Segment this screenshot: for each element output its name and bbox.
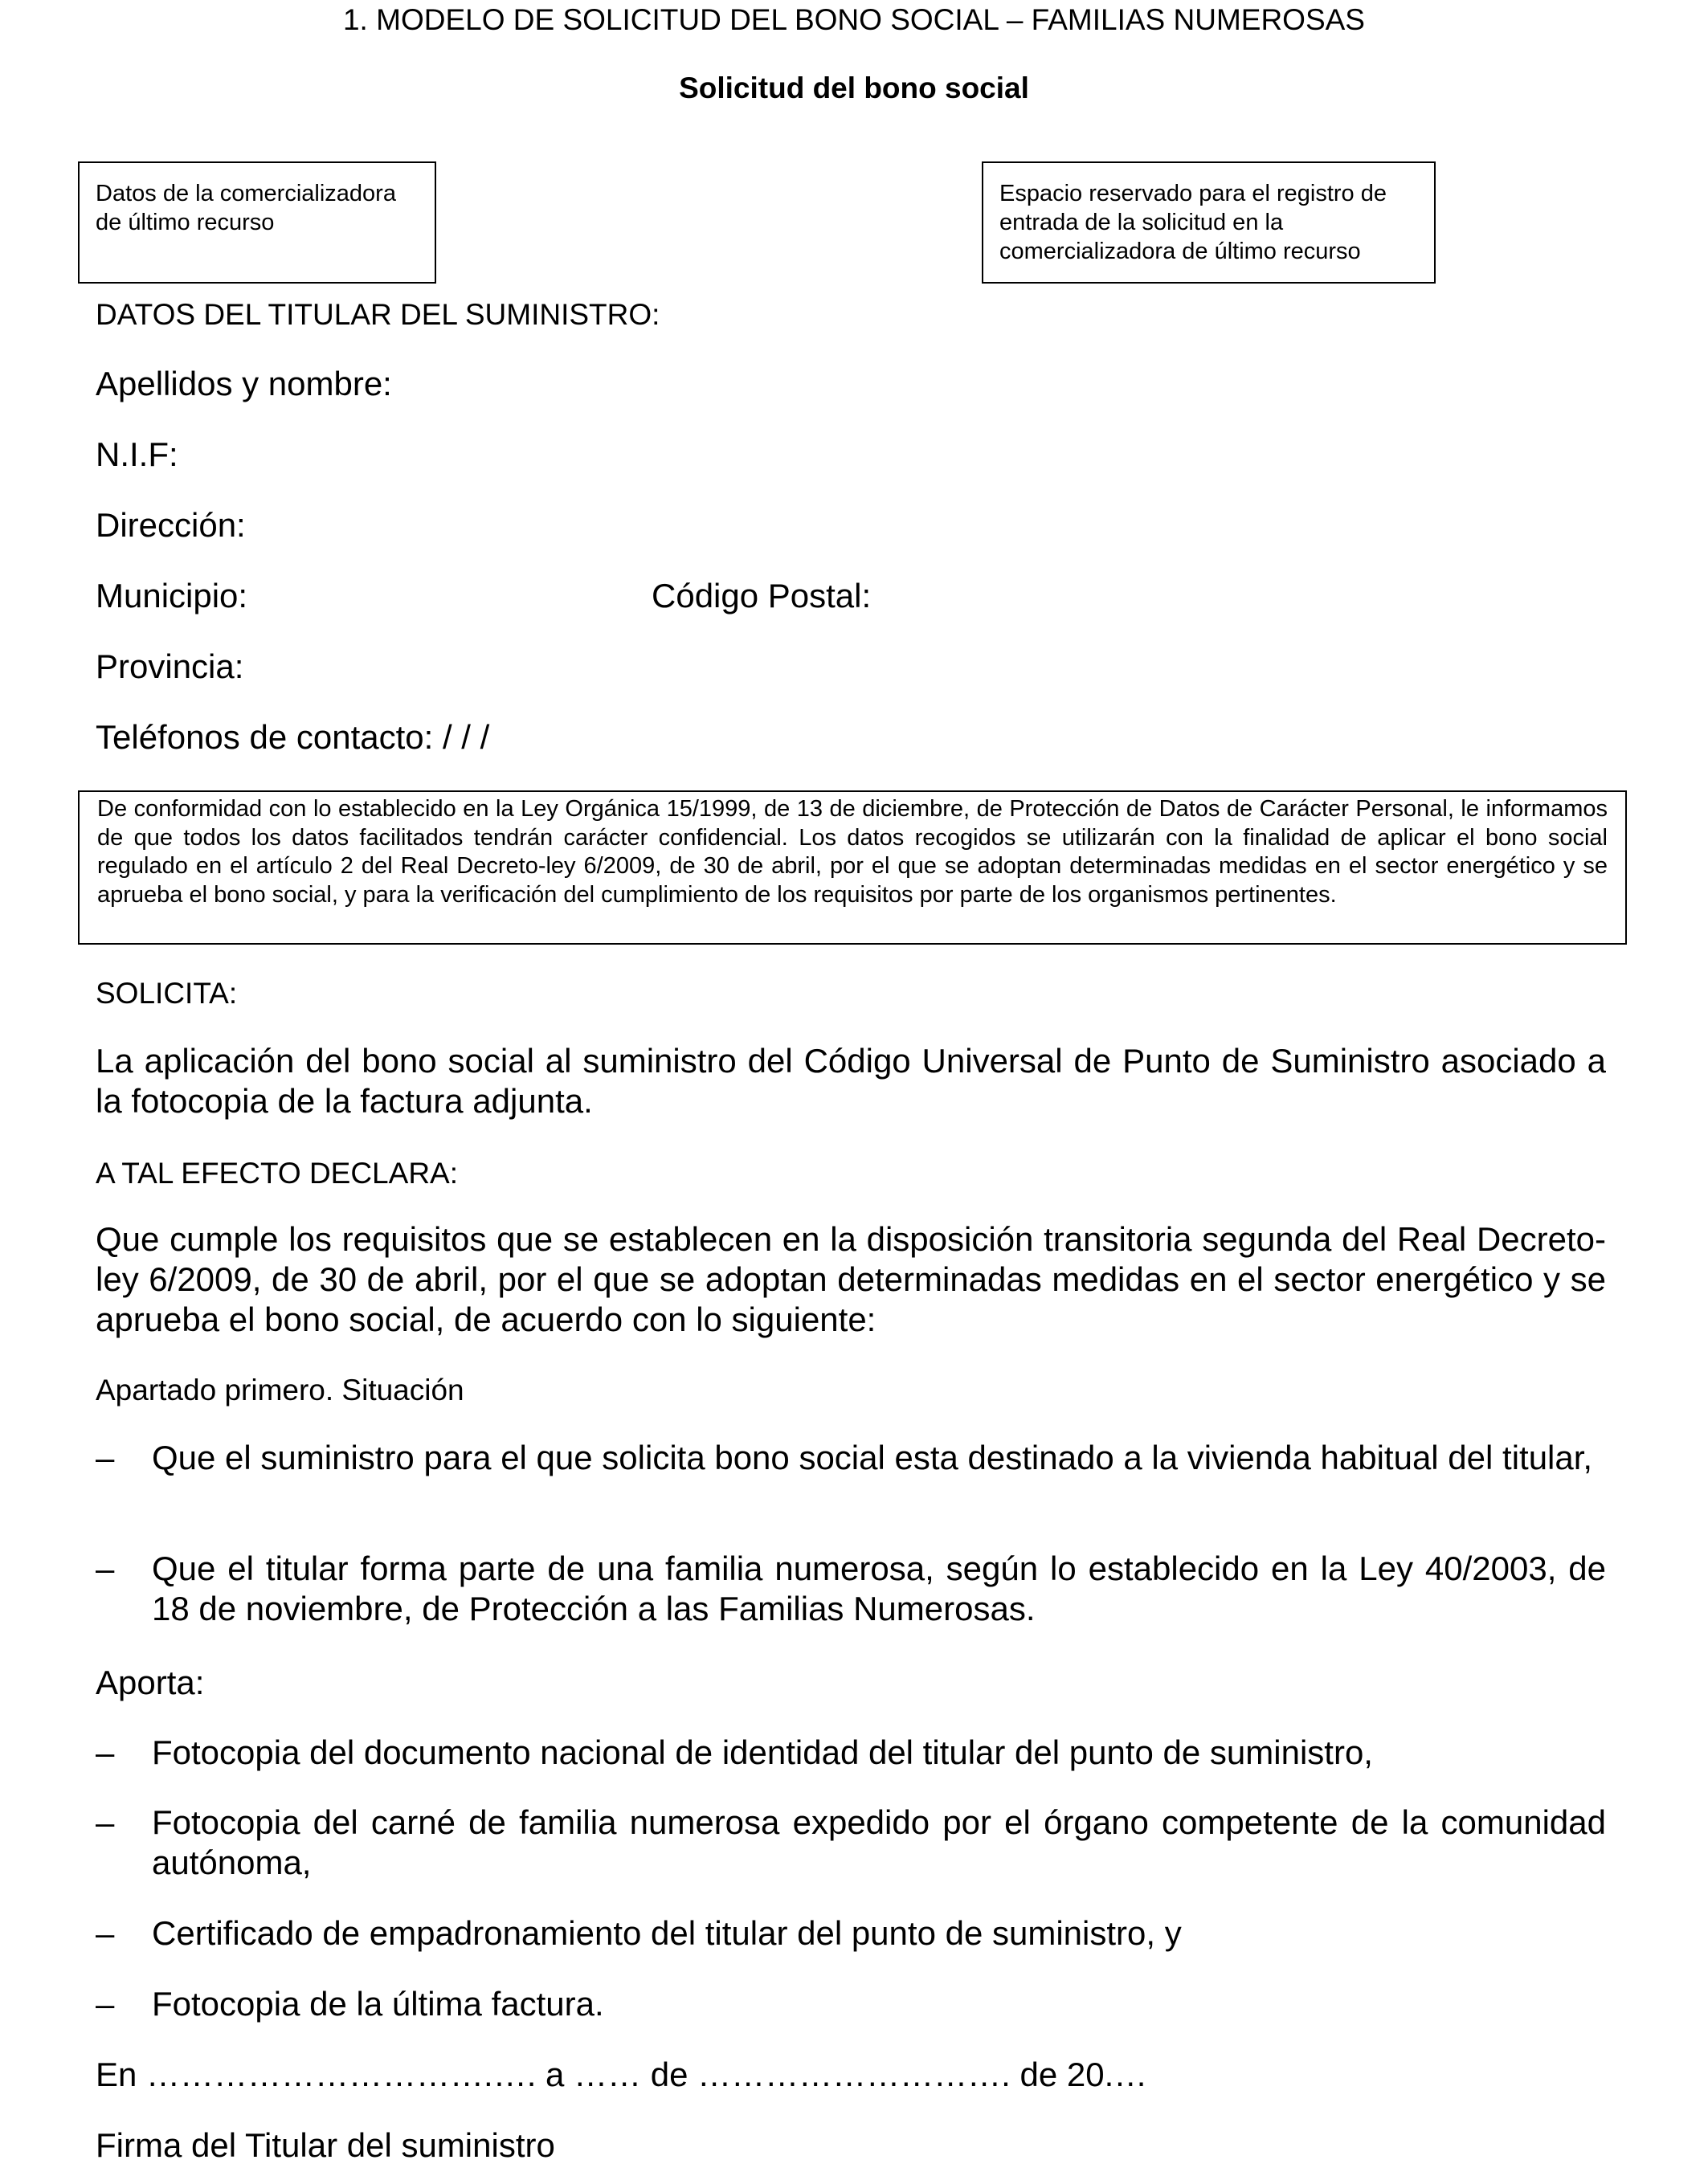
list-item <box>96 1984 1606 2024</box>
request-title: SOLICITA: <box>96 977 238 1010</box>
list-item <box>96 1913 1606 1954</box>
dash-bullet: – <box>96 1985 115 2023</box>
municipality-label: Municipio: <box>96 577 248 614</box>
document-subtitle: Solicitud del bono social <box>679 71 1029 104</box>
dash-bullet: – <box>96 1549 115 1587</box>
attachments-title: Aporta: <box>96 1664 205 1701</box>
holder-section-title: DATOS DEL TITULAR DEL SUMINISTRO: <box>96 298 660 331</box>
declaration-text: Que cumple los requisitos que se establecen en la disposición transitoria segunda del Real Decreto-ley 6/2009, de 30 de abril, por el que se adoptan determinadas medidas en el sector energético y se aprueba el bono social, de acuerdo con lo siguiente: <box>96 1220 1606 1338</box>
dash-bullet: – <box>96 1439 115 1476</box>
signature-label: Firma del Titular del suministro <box>96 2126 555 2164</box>
retailer-data-box <box>78 161 436 284</box>
retailer-data-label: Datos de la comercializadora de último recurso <box>96 181 396 235</box>
document-heading: 1. MODELO DE SOLICITUD DEL BONO SOCIAL – FAMILIAS NUMEROSAS <box>342 3 1365 36</box>
list-item-text: Certificado de empadronamiento del titular del punto de suministro, y <box>152 1914 1182 1952</box>
dash-bullet: – <box>96 1803 115 1841</box>
declaration-title: A TAL EFECTO DECLARA: <box>96 1157 458 1190</box>
place-date-line: En ………………………….…. a …… de ………………………. de 20.… <box>96 2056 1148 2093</box>
list-item <box>96 1438 1606 1478</box>
name-label: Apellidos y nombre: <box>96 365 392 402</box>
list-item-text: Que el titular forma parte de una familia numerosa, según lo establecido en la Ley 40/2003, de 18 de noviembre, de Protección a las Familias Numerosas. <box>152 1549 1606 1627</box>
list-item-text: Fotocopia del carné de familia numerosa expedido por el órgano competente de la comunidad autónoma, <box>152 1803 1606 1881</box>
request-text: La aplicación del bono social al suministro del Código Universal de Punto de Suministro asociado a la fotocopia de la factura adjunta. <box>96 1042 1606 1120</box>
phones-label: Teléfonos de contacto: / / / <box>96 718 490 756</box>
data-protection-notice <box>78 790 1627 945</box>
address-label: Dirección: <box>96 506 246 544</box>
dash-bullet: – <box>96 1914 115 1952</box>
situation-section-label: Apartado primero. Situación <box>96 1374 464 1407</box>
registry-entry-label: Espacio reservado para el registro de entrada de la solicitud en la comercializadora de último recurso <box>999 181 1387 264</box>
nif-label: N.I.F: <box>96 435 178 473</box>
list-item <box>96 1549 1606 1629</box>
list-item-text: Que el suministro para el que solicita bono social esta destinado a la vivienda habitual del titular, <box>152 1439 1593 1476</box>
list-item <box>96 1733 1606 1773</box>
list-item-text: Fotocopia de la última factura. <box>152 1985 604 2023</box>
data-protection-text: De conformidad con lo establecido en la Ley Orgánica 15/1999, de 13 de diciembre, de Protección de Datos de Carácter Personal, le informamos de que todos los datos facilitados tendrán carácter confidencial. Los datos recogidos se utilizarán con la finalidad de aplicar el bono social regulado en el artículo 2 del Real Decreto-ley 6/2009, de 30 de abril, por el que se adoptan determinadas medidas en el sector energético y se aprueba el bono social, y para la verificación del cumplimiento de los requisitos por parte de los organismos pertinentes. <box>97 796 1608 908</box>
postal-code-label: Código Postal: <box>652 577 872 614</box>
province-label: Provincia: <box>96 647 244 685</box>
registry-entry-box <box>982 161 1436 284</box>
list-item-text: Fotocopia del documento nacional de identidad del titular del punto de suministro, <box>152 1733 1373 1771</box>
dash-bullet: – <box>96 1733 115 1771</box>
list-item <box>96 1803 1606 1883</box>
